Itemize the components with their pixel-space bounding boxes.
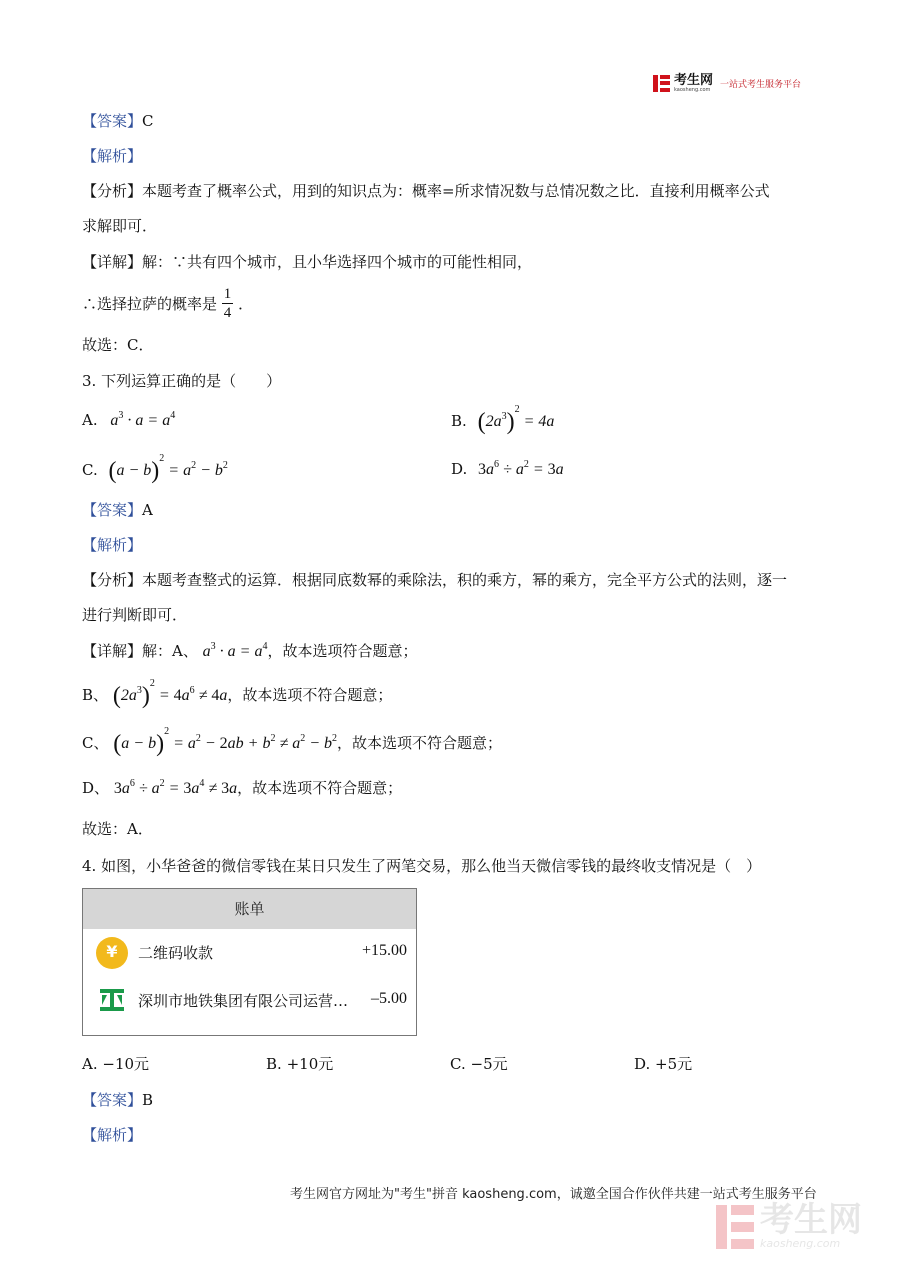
q2-detail-line2 — [82, 285, 253, 322]
answer-tag: 【答案】 — [82, 1091, 143, 1109]
q3-option-c — [82, 453, 228, 485]
q2-conclusion: 故选：C． — [82, 336, 154, 354]
detail-text: ∴选择拉萨的概率是 — [82, 295, 218, 313]
q2-fenxi-line1 — [82, 180, 770, 201]
fraction-numerator: 1 — [223, 286, 232, 302]
option-label: C. — [450, 1055, 466, 1073]
option-label: B. — [266, 1055, 282, 1073]
logo-mark-icon — [653, 75, 670, 92]
q4-stem: 4. 如图，小华爸爸的微信零钱在某日只发生了两笔交易，那么他当天微信零钱的最终收支情况是（ ） — [82, 857, 762, 875]
answer-tag: 【答案】 — [82, 501, 143, 519]
q3-detail-c — [82, 726, 502, 758]
metro-icon — [99, 987, 125, 1013]
q3-stem: 3. 下列运算正确的是（ ） — [82, 372, 282, 390]
option-label: D. — [451, 460, 468, 478]
logo-slogan: 一站式考生服务平台 — [720, 80, 802, 90]
option-value: +10元 — [286, 1055, 334, 1073]
q4-option-a — [82, 1053, 149, 1074]
bill-row-label: 深圳市地铁集团有限公司运营… — [138, 992, 349, 1010]
q3-option-d — [451, 459, 564, 479]
option-label: C. — [82, 461, 98, 479]
q4-option-b — [266, 1053, 333, 1074]
watermark-text: 考生网 — [760, 1200, 862, 1240]
detail-tag: 【详解】 — [82, 642, 143, 660]
q3-answer — [82, 499, 153, 520]
option-label: D. — [634, 1055, 651, 1073]
option-label: A. — [82, 1055, 98, 1073]
answer-value: A — [142, 501, 153, 519]
bill-figure — [82, 888, 417, 1036]
answer-value: C — [142, 112, 154, 130]
watermark — [716, 1200, 862, 1250]
detail-text: 解：∵共有四个城市，且小华选择四个城市的可能性相同， — [142, 253, 533, 271]
option-value: −5元 — [470, 1055, 508, 1073]
math-expression: $(a - b)^2 = a^2 - b^2$ — [108, 453, 228, 484]
math-expression: $3a^6 \div a^2 = 3a$ — [478, 459, 564, 478]
bill-row-label: 二维码收款 — [138, 944, 214, 962]
logo-sub: kaosheng.com — [674, 87, 711, 93]
q4-option-c — [450, 1053, 508, 1074]
math-expression: $a^3 \cdot a = a^4$ — [202, 641, 268, 660]
detail-prefix: B、 — [82, 686, 109, 704]
site-logo — [653, 74, 801, 93]
q2-analysis-tag: 【解析】 — [82, 147, 143, 165]
detail-suffix: ，故本选项不符合题意； — [227, 686, 393, 704]
math-expression: $a^3 \cdot a = a^4$ — [110, 410, 176, 429]
math-expression: $(a - b)^2 = a^2 - 2ab + b^2 \ne a^2 - b^2$ — [113, 726, 338, 757]
bill-row-amount: +15.00 — [361, 942, 407, 959]
q3-analysis-tag: 【解析】 — [82, 536, 143, 554]
detail-suffix: ，故本选项不符合题意； — [237, 779, 403, 797]
detail-suffix: ，故本选项不符合题意； — [337, 734, 503, 752]
q3-detail-b — [82, 678, 392, 710]
q3-fenxi-line2: 进行判断即可． — [82, 606, 188, 624]
bill-row-amount: –5.00 — [371, 990, 407, 1007]
q3-fenxi-line1 — [82, 569, 787, 590]
footer-text: 考生网官方网址为"考生"拼音 kaosheng.com，诚邀全国合作伙伴共建一站式考生服务平台 — [290, 1187, 817, 1202]
fenxi-tag: 【分析】 — [82, 182, 143, 200]
detail-prefix: 解：A、 — [142, 642, 198, 660]
detail-suffix: ，故本选项符合题意； — [267, 642, 418, 660]
fenxi-tag: 【分析】 — [82, 571, 143, 589]
detail-prefix: D、 — [82, 779, 110, 797]
coin-icon — [96, 937, 128, 969]
watermark-logo-icon — [716, 1205, 754, 1249]
fraction-denominator: 4 — [223, 305, 232, 321]
q3-conclusion: 故选：A． — [82, 820, 153, 838]
fenxi-text: 本题考查整式的运算．根据同底数幂的乘除法，积的乘方，幂的乘方，完全平方公式的法则，逐一 — [142, 571, 788, 589]
q3-option-b — [451, 404, 554, 436]
answer-value: B — [142, 1091, 154, 1109]
option-value: +5元 — [655, 1055, 693, 1073]
detail-end: ． — [238, 295, 254, 313]
q4-analysis-tag: 【解析】 — [82, 1126, 143, 1144]
option-value: −10元 — [102, 1055, 150, 1073]
q3-detail-d — [82, 777, 402, 798]
math-expression: $3a^6 \div a^2 = 3a^4 \ne 3a$ — [113, 778, 238, 797]
watermark-sub: kaosheng.com — [760, 1237, 841, 1250]
q4-answer — [82, 1089, 153, 1110]
detail-prefix: C、 — [82, 734, 109, 752]
bill-row — [83, 977, 416, 1025]
q4-option-d — [634, 1053, 692, 1074]
q2-detail-line1 — [82, 251, 532, 272]
logo-title: 考生网 — [674, 73, 714, 88]
bill-row — [83, 929, 416, 977]
q2-answer — [82, 110, 154, 131]
option-label: A. — [82, 411, 98, 429]
option-label: B. — [451, 412, 467, 430]
math-expression: $(2a^3)^2 = 4a^6 \ne 4a$ — [112, 678, 228, 709]
q3-detail-a — [82, 640, 417, 661]
detail-tag: 【详解】 — [82, 253, 143, 271]
bill-title: 账单 — [83, 889, 416, 929]
answer-tag: 【答案】 — [82, 112, 143, 130]
fraction — [222, 285, 234, 322]
math-expression: $(2a^3)^2 = 4a$ — [477, 404, 555, 435]
q2-fenxi-line2: 求解即可． — [82, 217, 158, 235]
fenxi-text: 本题考查了概率公式，用到的知识点为：概率=所求情况数与总情况数之比．直接利用概率公式 — [142, 182, 770, 200]
q3-option-a — [82, 410, 175, 430]
